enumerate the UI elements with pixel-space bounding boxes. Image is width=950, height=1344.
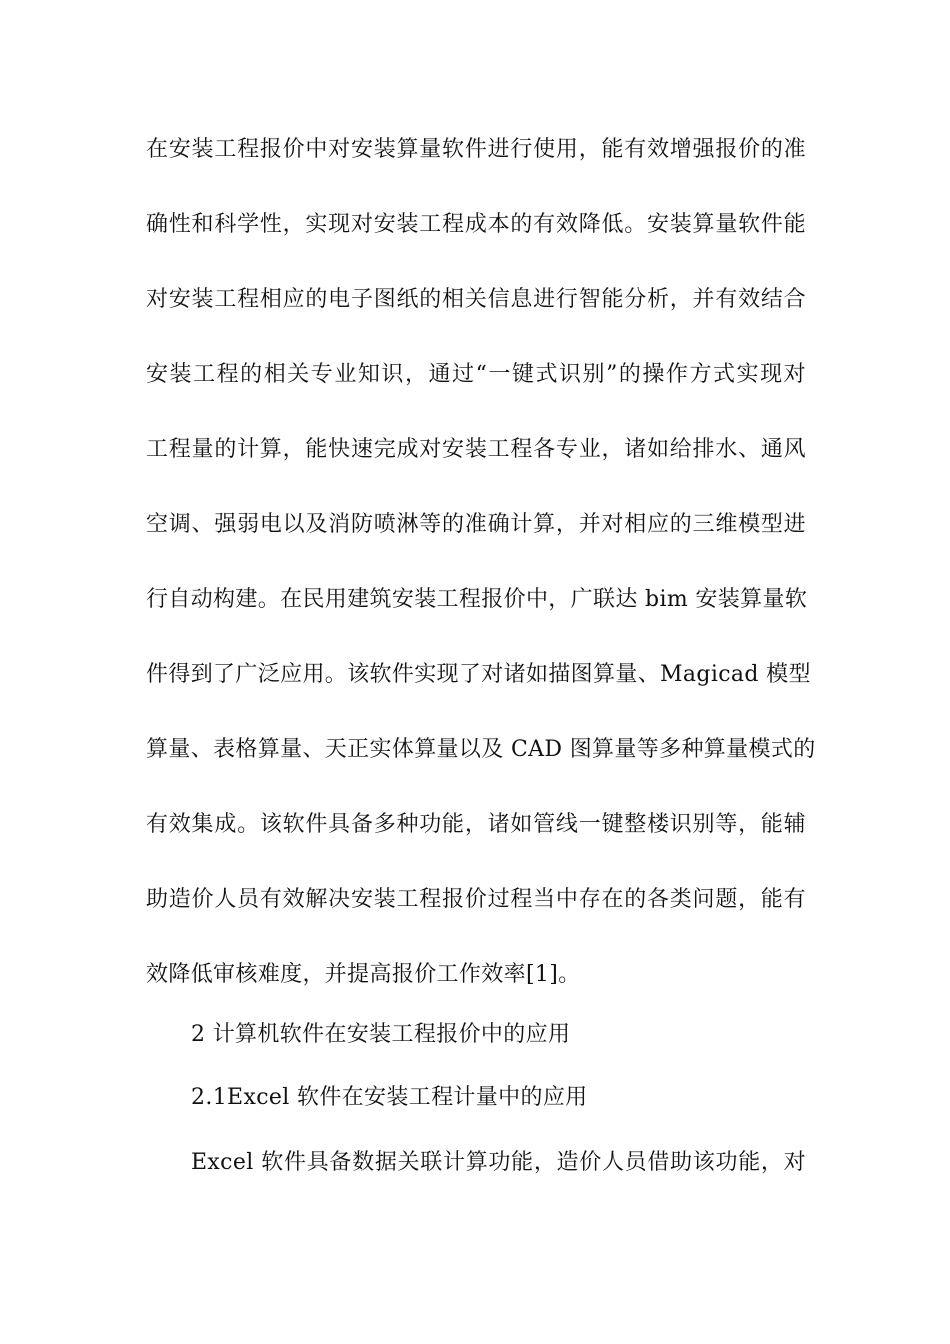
paragraph-line: 在安装工程报价中对安装算量软件进行使用，能有效增强报价的准 — [146, 137, 806, 162]
paragraph-line: 算量、表格算量、天正实体算量以及 CAD 图算量等多种算量模式的 — [146, 737, 816, 762]
paragraph-line: Excel 软件具备数据关联计算功能，造价人员借助该功能，对 — [191, 1150, 806, 1175]
paragraph-line: 空调、强弱电以及消防喷淋等的准确计算，并对相应的三维模型进 — [146, 512, 806, 537]
paragraph-line: 有效集成。该软件具备多种功能，诸如管线一键整楼识别等，能辅 — [146, 812, 806, 837]
paragraph-line: 工程量的计算，能快速完成对安装工程各专业，诸如给排水、通风 — [146, 437, 806, 462]
subsection-heading: 2.1Excel 软件在安装工程计量中的应用 — [191, 1085, 588, 1110]
paragraph-line: 确性和科学性，实现对安装工程成本的有效降低。安装算量软件能 — [146, 212, 806, 237]
paragraph-line: 安装工程的相关专业知识，通过“一键式识别”的操作方式实现对 — [146, 362, 806, 387]
paragraph-line: 行自动构建。在民用建筑安装工程报价中，广联达 bim 安装算量软 — [146, 587, 808, 612]
paragraph-line: 效降低审核难度，并提高报价工作效率[1]。 — [146, 962, 581, 987]
paragraph-line: 助造价人员有效解决安装工程报价过程当中存在的各类问题，能有 — [146, 887, 806, 912]
paragraph-line: 对安装工程相应的电子图纸的相关信息进行智能分析，并有效结合 — [146, 287, 806, 312]
section-heading: 2 计算机软件在安装工程报价中的应用 — [191, 1022, 571, 1047]
paragraph-line: 件得到了广泛应用。该软件实现了对诸如描图算量、Magicad 模型 — [146, 662, 811, 687]
